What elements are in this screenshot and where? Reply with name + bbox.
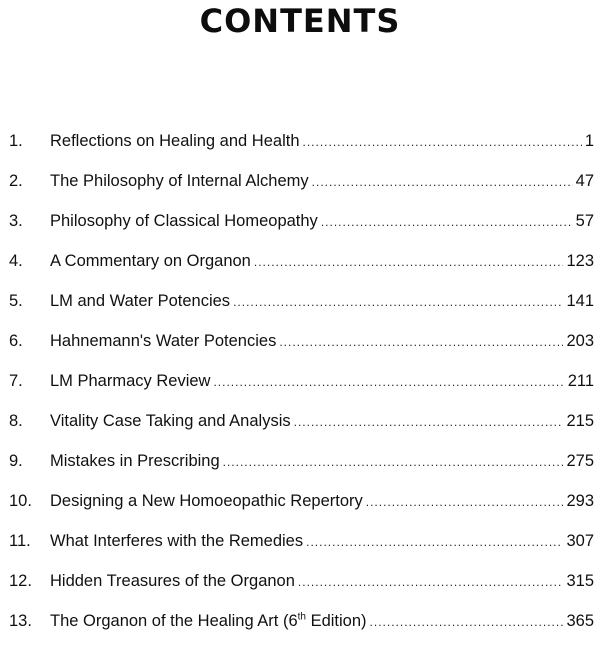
entry-number: 11. (9, 532, 31, 550)
entry-number: 8. (9, 412, 23, 430)
entry-page: 47 (575, 172, 594, 190)
entry-page: 307 (566, 532, 594, 550)
leader-dots (366, 487, 564, 517)
leader-dots (298, 567, 564, 597)
leader-dots (213, 367, 564, 397)
entry-title-tail: Edition) (306, 612, 367, 630)
toc-entry (0, 206, 600, 236)
entry-number: 13. (9, 612, 32, 630)
entry-page: 315 (566, 572, 594, 590)
toc-entry (0, 526, 600, 556)
entry-title: Hahnemann's Water Potencies (50, 332, 277, 350)
entry-page: 211 (567, 372, 594, 390)
entry-title: The Philosophy of Internal Alchemy (50, 172, 309, 190)
entry-number: 10. (9, 492, 32, 510)
toc-entry (0, 326, 600, 356)
leader-dots (294, 407, 564, 437)
entry-title-superscript: th (297, 611, 306, 623)
leader-dots (254, 247, 564, 277)
leader-dots (312, 167, 573, 197)
entry-title (50, 606, 367, 636)
entry-title: Hidden Treasures of the Organon (50, 572, 295, 590)
entry-title: LM Pharmacy Review (50, 372, 211, 390)
entry-number: 6. (9, 332, 23, 350)
entry-page: 123 (566, 252, 594, 270)
leader-dots (306, 527, 563, 557)
entry-number: 2. (9, 172, 23, 190)
toc-entry (0, 366, 600, 396)
entry-page: 141 (566, 292, 594, 310)
toc-entry (0, 166, 600, 196)
toc-entry (0, 406, 600, 436)
leader-dots (233, 287, 563, 317)
toc-entry (0, 126, 600, 156)
toc-entry (0, 486, 600, 516)
toc-entry (0, 606, 600, 636)
entry-number: 12. (9, 572, 32, 590)
entry-title: Vitality Case Taking and Analysis (50, 412, 291, 430)
page-title: CONTENTS (199, 2, 401, 40)
entry-number: 3. (9, 212, 23, 230)
entry-number: 4. (9, 252, 23, 270)
entry-title: Philosophy of Classical Homeopathy (50, 212, 318, 230)
toc-entry (0, 446, 600, 476)
entry-page: 275 (566, 452, 594, 470)
entry-page: 57 (575, 212, 594, 230)
entry-title: Designing a New Homoeopathic Repertory (50, 492, 363, 510)
leader-dots (321, 207, 573, 237)
entry-number: 5. (9, 292, 23, 310)
entry-title: Reflections on Healing and Health (50, 132, 300, 150)
entry-number: 7. (9, 372, 23, 390)
toc-entry (0, 566, 600, 596)
entry-title: Mistakes in Prescribing (50, 452, 220, 470)
leader-dots (223, 447, 564, 477)
leader-dots (279, 327, 563, 357)
toc-entry (0, 286, 600, 316)
entry-page: 365 (566, 612, 594, 630)
entry-number: 9. (9, 452, 23, 470)
entry-page: 215 (566, 412, 594, 430)
entry-title: A Commentary on Organon (50, 252, 251, 270)
entry-title-main: The Organon of the Healing Art (6 (50, 612, 298, 630)
entry-title: LM and Water Potencies (50, 292, 231, 310)
leader-dots (370, 607, 564, 637)
entry-page: 203 (566, 332, 594, 350)
toc-entry (0, 246, 600, 276)
entry-number: 1. (9, 132, 23, 150)
leader-dots (303, 127, 582, 157)
entry-title: What Interferes with the Remedies (50, 532, 304, 550)
entry-page: 293 (566, 492, 594, 510)
entry-page: 1 (584, 132, 594, 150)
